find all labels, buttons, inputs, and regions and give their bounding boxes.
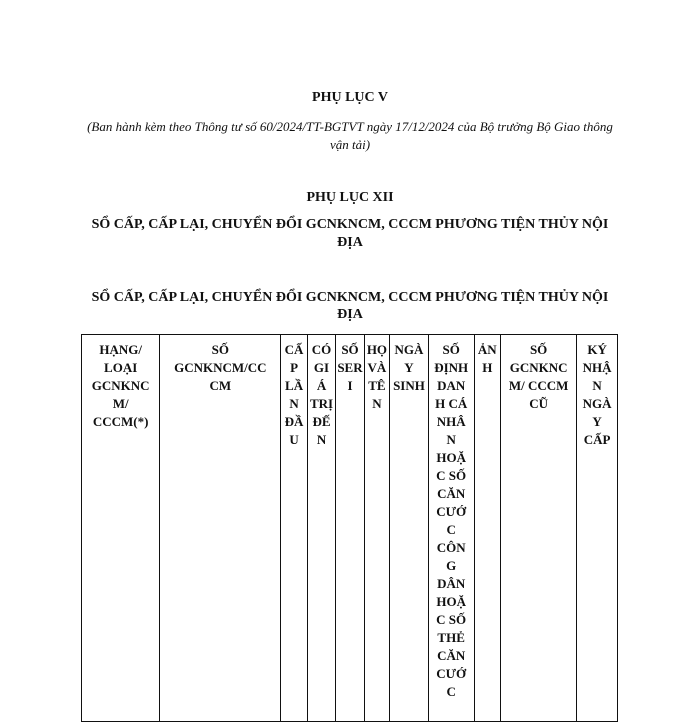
header-cell: SỐ ĐỊNH DAN H CÁ NHÂ N HOẶ C SỐ CĂN CƯỚ C CÔN G DÂN HOẶ C SỐ THẺ CĂN CƯỚ C xyxy=(428,335,474,722)
header-cell: ẢN H xyxy=(474,335,500,722)
appendix-v-title: PHỤ LỤC V xyxy=(312,90,388,105)
header-cell: HỌ VÀ TÊ N xyxy=(364,335,389,722)
header-cell: KÝ NHẬ N NGÀ Y CẤP xyxy=(577,335,618,722)
register-table xyxy=(81,334,618,722)
appendix-v-subtitle: (Ban hành kèm theo Thông tư số 60/2024/TT-BGTVT ngày 17/12/2024 của Bộ trưởng Bộ Giao thông vận tải) xyxy=(87,119,613,152)
header-cell: NGÀ Y SINH xyxy=(390,335,429,722)
header-cell: SỐ GCNKNCM/CC CM xyxy=(160,335,281,722)
header-cell: SỐ GCNKNC M/ CCCM CŨ xyxy=(500,335,576,722)
header-cell: SỐ SER I xyxy=(336,335,364,722)
appendix-xii-title: PHỤ LỤC XII xyxy=(306,190,394,205)
header-cell: CẤ P LẦ N ĐẦ U xyxy=(281,335,307,722)
header-cell: HẠNG/ LOẠI GCNKNC M/ CCCM(*) xyxy=(82,335,160,722)
table-header-row xyxy=(82,335,618,722)
appendix-xii-heading: SỔ CẤP, CẤP LẠI, CHUYỂN ĐỔI GCNKNCM, CCCM PHƯƠNG TIỆN THỦY NỘI ĐỊA xyxy=(91,217,609,250)
table-heading: SỔ CẤP, CẤP LẠI, CHUYỂN ĐỔI GCNKNCM, CCCM PHƯƠNG TIỆN THỦY NỘI ĐỊA xyxy=(91,290,609,322)
header-cell: CÓ GI Á TRỊ ĐẾ N xyxy=(307,335,335,722)
